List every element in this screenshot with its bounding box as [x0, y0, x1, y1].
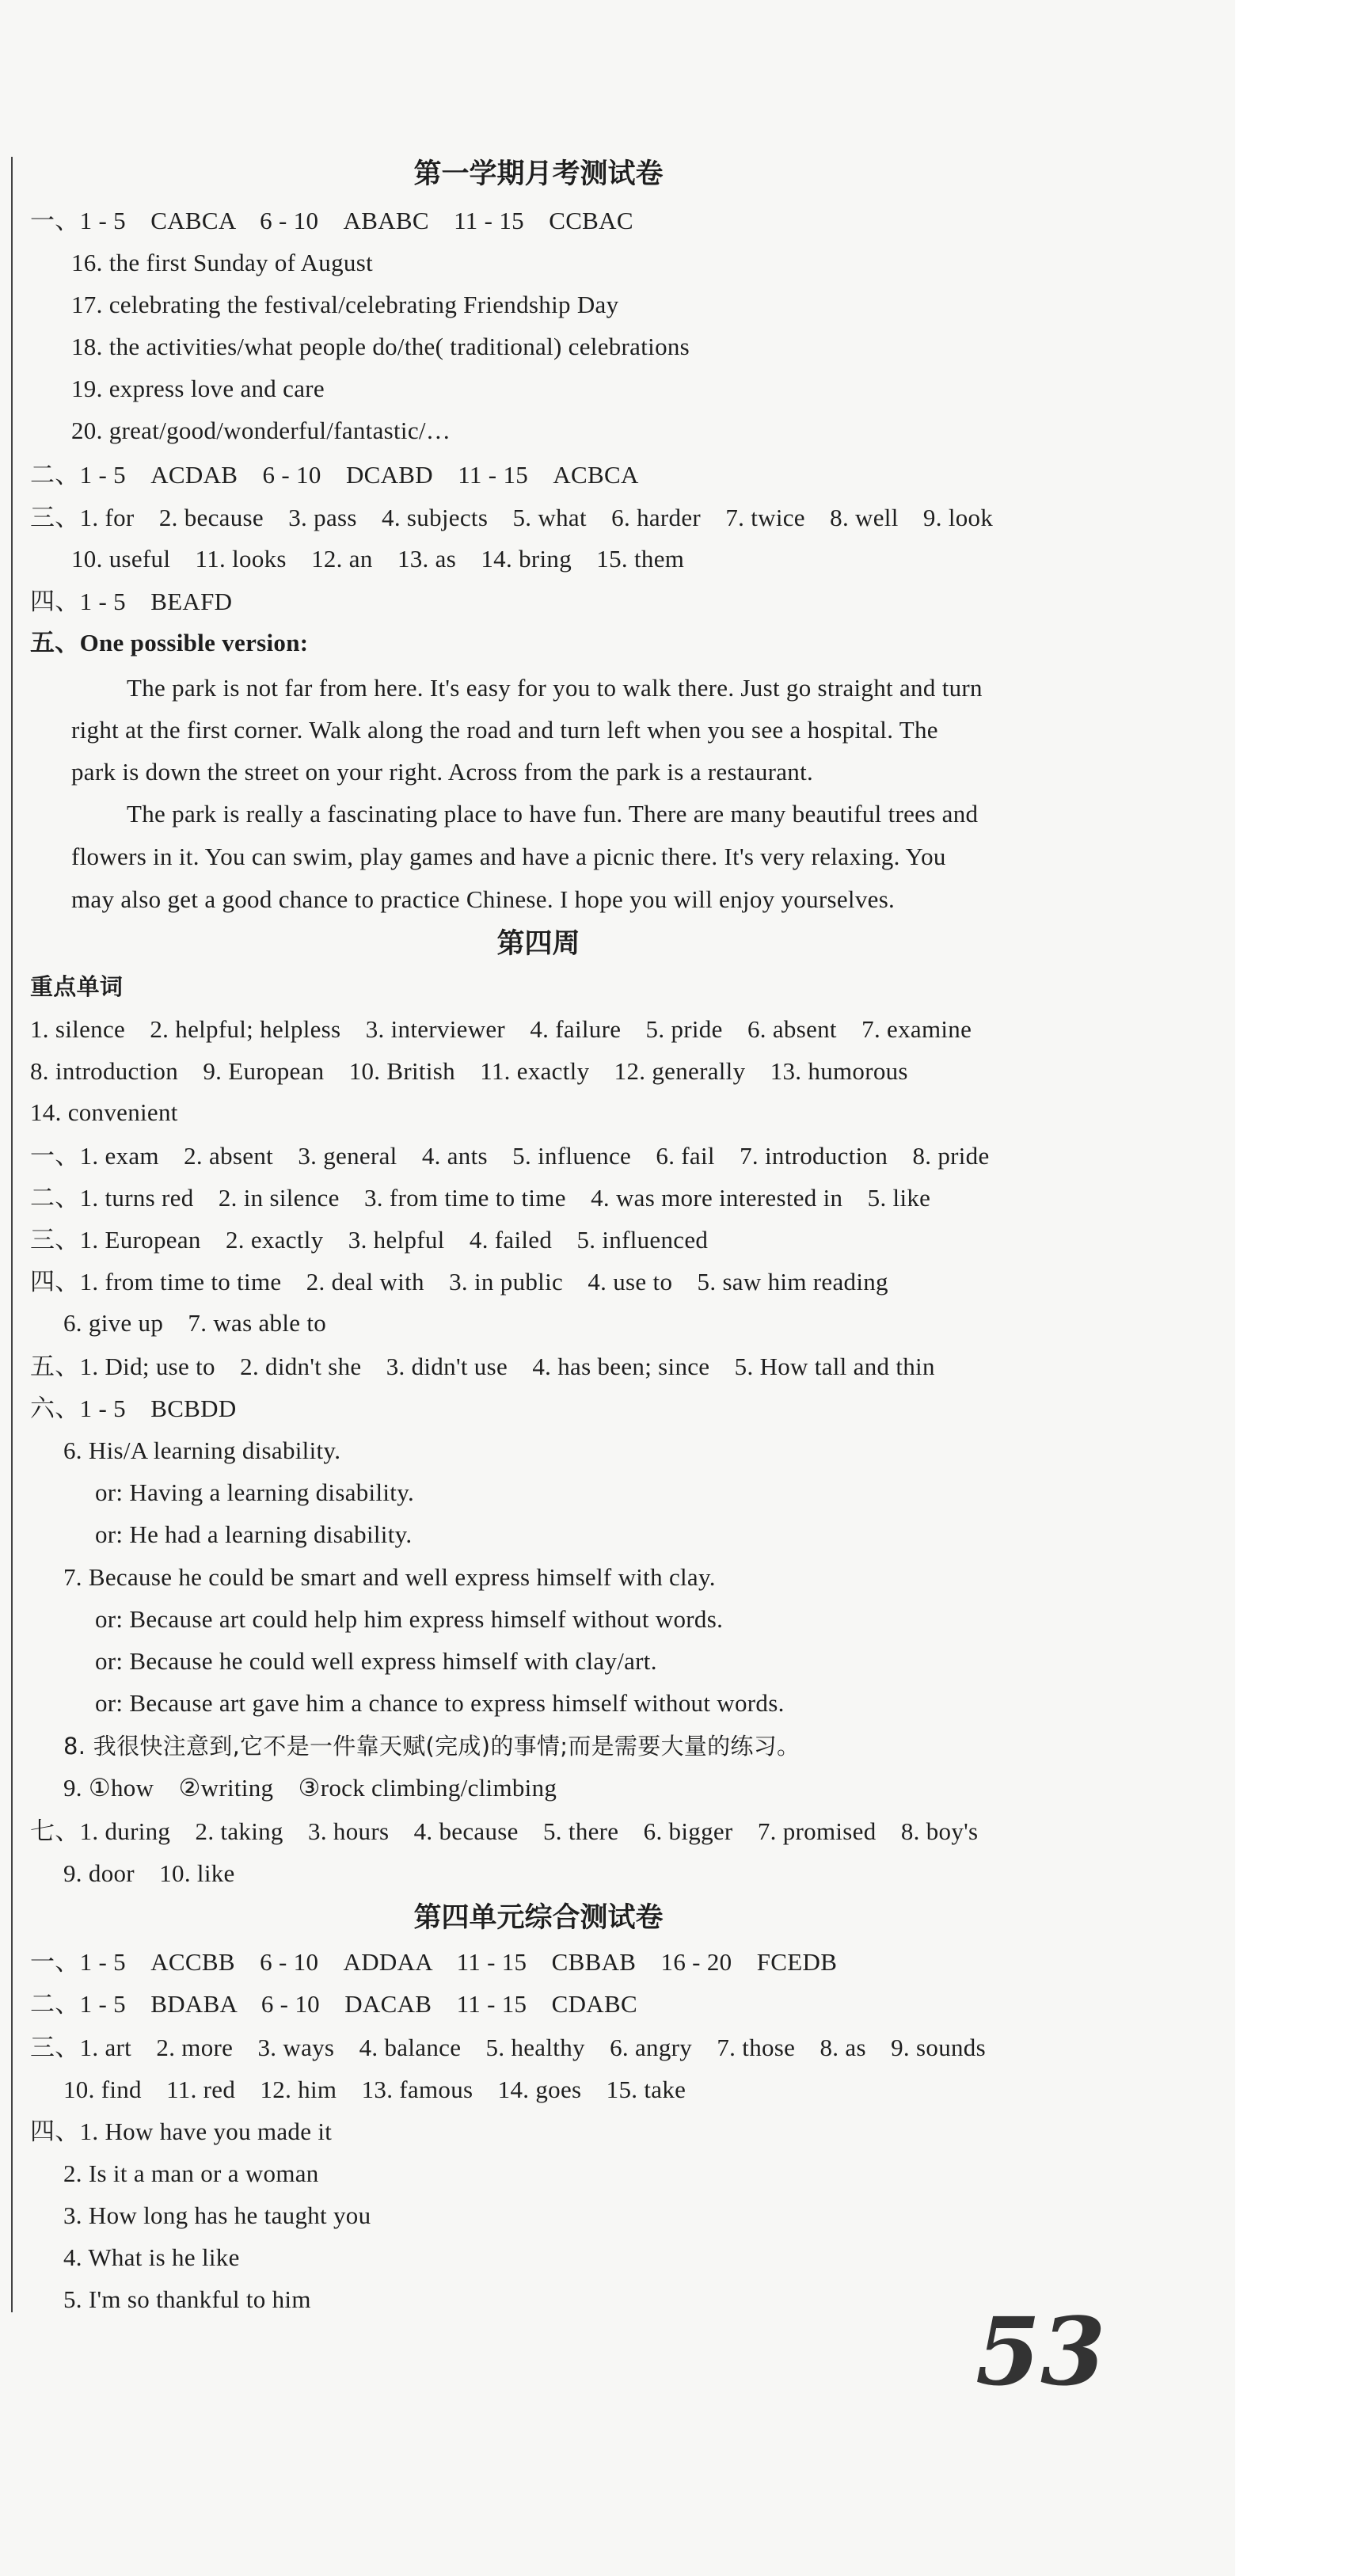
essay-heading: 五、One possible version:	[30, 629, 309, 656]
answer-line: 三、1. art 2. more 3. ways 4. balance 5. healthy 6. angry 7. those 8. as 9. sounds	[30, 2034, 986, 2061]
answer-line: 6. His/A learning disability.	[63, 1436, 341, 1464]
answer-line: 10. useful 11. looks 12. an 13. as 14. bring 15. them	[71, 545, 685, 573]
answer-line: 4. What is he like	[63, 2243, 240, 2271]
answer-line: 16. the first Sunday of August	[71, 249, 373, 276]
answer-line: 10. find 11. red 12. him 13. famous 14. goes 15. take	[63, 2076, 686, 2103]
essay-line: flowers in it. You can swim, play games and have a picnic there. It's very relaxing. You	[71, 843, 946, 870]
translation-line: 8. 我很快注意到,它不是一件靠天赋(完成)的事情;而是需要大量的练习。	[63, 1733, 800, 1760]
answer-line: 1. silence 2. helpful; helpless 3. interviewer 4. failure 5. pride 6. absent 7. examine	[30, 1015, 972, 1043]
answer-line: 六、1 - 5 BCBDD	[30, 1395, 237, 1422]
answer-line: 三、1. European 2. exactly 3. helpful 4. failed 5. influenced	[30, 1226, 709, 1254]
left-margin-rule	[11, 157, 13, 2312]
answer-line: 5. I'm so thankful to him	[63, 2285, 311, 2313]
answer-line: 9. ①how ②writing ③rock climbing/climbing	[63, 1774, 557, 1802]
section-title-monthly-test: 第一学期月考测试卷	[413, 158, 664, 190]
answer-line: 6. give up 7. was able to	[63, 1309, 327, 1337]
essay-line: park is down the street on your right. Across from the park is a restaurant.	[71, 758, 814, 786]
essay-line: right at the first corner. Walk along the road and turn left when you see a hospital. The	[71, 716, 938, 744]
answer-line: 二、1 - 5 ACDAB 6 - 10 DCABD 11 - 15 ACBCA	[30, 461, 639, 489]
answer-line: 二、1 - 5 BDABA 6 - 10 DACAB 11 - 15 CDABC	[30, 1990, 637, 2018]
answer-line: 20. great/good/wonderful/fantastic/…	[71, 417, 451, 444]
answer-line: 七、1. during 2. taking 3. hours 4. because 5. there 6. bigger 7. promised 8. boy's	[30, 1817, 979, 1845]
answer-line: 四、1. How have you made it	[30, 2117, 333, 2145]
answer-line: 一、1 - 5 ACCBB 6 - 10 ADDAA 11 - 15 CBBAB 16 - 20 FCEDB	[30, 1948, 838, 1976]
answer-line: 9. door 10. like	[63, 1859, 235, 1887]
answer-line: 四、1. from time to time 2. deal with 3. in public 4. use to 5. saw him reading	[30, 1268, 888, 1296]
answer-line: 18. the activities/what people do/the( traditional) celebrations	[71, 333, 690, 360]
answer-line: 一、1. exam 2. absent 3. general 4. ants 5. influence 6. fail 7. introduction 8. pride	[30, 1142, 990, 1170]
answer-line: 19. express love and care	[71, 375, 325, 402]
answer-line: 17. celebrating the festival/celebrating Friendship Day	[71, 291, 619, 318]
answer-line: 二、1. turns red 2. in silence 3. from time to time 4. was more interested in 5. like	[30, 1184, 931, 1212]
key-words-heading: 重点单词	[30, 973, 124, 1000]
section-title-unit-four-test: 第四单元综合测试卷	[413, 1902, 664, 1934]
page-number: 53	[975, 2296, 1106, 2407]
answer-line: 一、1 - 5 CABCA 6 - 10 ABABC 11 - 15 CCBAC	[30, 207, 633, 234]
answer-line: or: Because he could well express himself with clay/art.	[95, 1647, 657, 1675]
answer-line: or: He had a learning disability.	[95, 1520, 413, 1548]
answer-line: 14. convenient	[30, 1098, 178, 1126]
essay-line: The park is not far from here. It's easy for you to walk there. Just go straight and turn	[127, 674, 983, 702]
answer-line: 四、1 - 5 BEAFD	[30, 588, 233, 615]
essay-line: The park is really a fascinating place to have fun. There are many beautiful trees and	[127, 800, 979, 828]
answer-line: 7. Because he could be smart and well express himself with clay.	[63, 1563, 716, 1591]
answer-line: 2. Is it a man or a woman	[63, 2159, 319, 2187]
answer-line: or: Because art could help him express himself without words.	[95, 1605, 724, 1633]
answer-line: 8. introduction 9. European 10. British 11. exactly 12. generally 13. humorous	[30, 1057, 908, 1085]
answer-line: 3. How long has he taught you	[63, 2201, 371, 2229]
answer-line: 三、1. for 2. because 3. pass 4. subjects 5. what 6. harder 7. twice 8. well 9. look	[30, 504, 994, 531]
answer-line: or: Having a learning disability.	[95, 1478, 415, 1506]
section-title-week-four: 第四周	[496, 928, 580, 960]
answer-line: 五、1. Did; use to 2. didn't she 3. didn't use 4. has been; since 5. How tall and thin	[30, 1353, 935, 1380]
answer-line: or: Because art gave him a chance to express himself without words.	[95, 1689, 785, 1717]
essay-line: may also get a good chance to practice Chinese. I hope you will enjoy yourselves.	[71, 885, 896, 913]
